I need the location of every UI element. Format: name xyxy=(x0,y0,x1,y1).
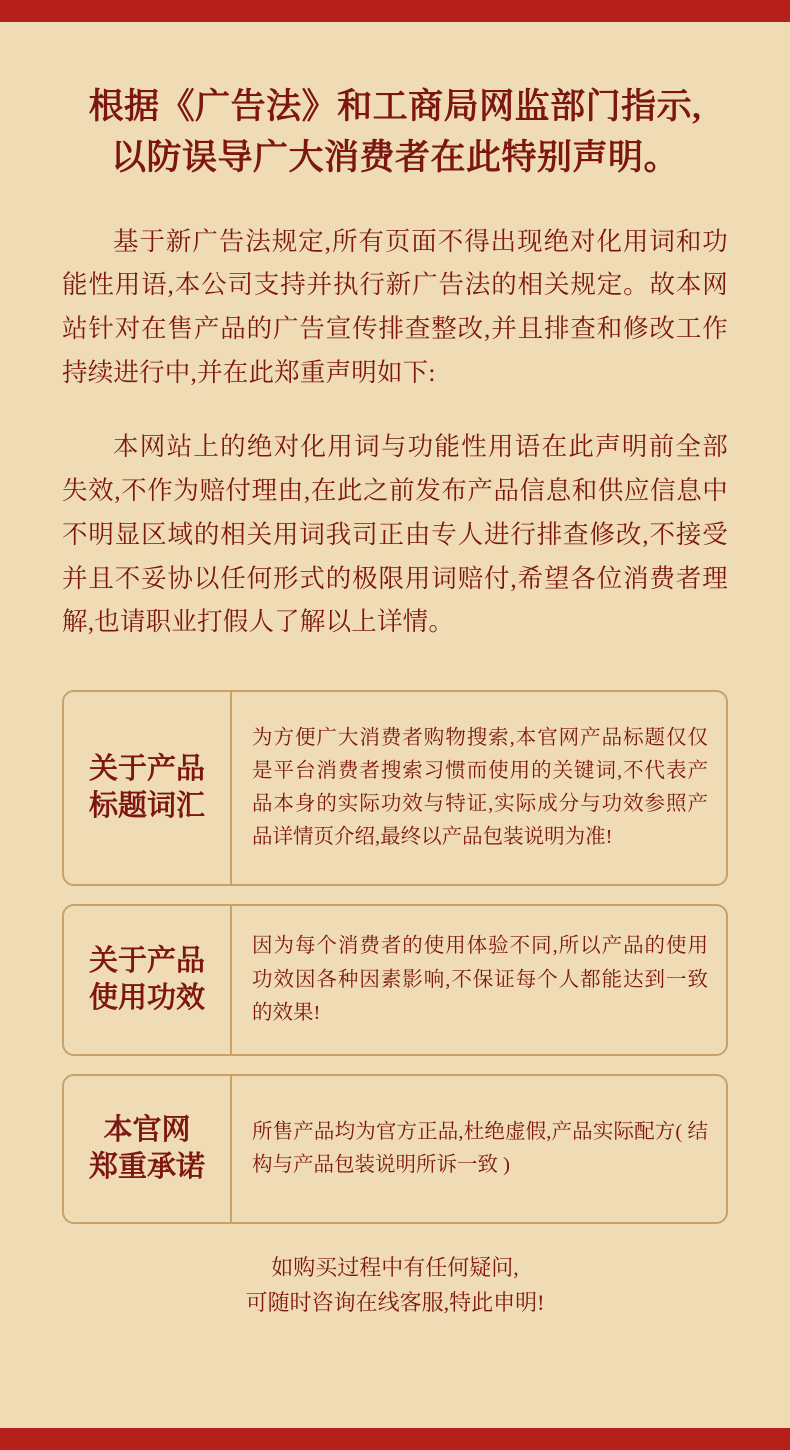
statement-paragraph-1: 基于新广告法规定,所有页面不得出现绝对化用词和功能性用语,本公司支持并执行新广告法的相关规定。故本网站针对在售产品的广告宣传排查整改,并且排查和修改工作持续进行中,并在此郑重声明如下: xyxy=(62,226,728,388)
card-title xyxy=(64,1076,232,1222)
card-body: 因为每个消费者的使用体验不同,所以产品的使用功效因各种因素影响,不保证每个人都能达到一致的效果! xyxy=(252,935,708,1024)
card-title-line-2: 使用功效 xyxy=(88,982,205,1015)
card-title xyxy=(64,906,232,1054)
card-product-title-wording xyxy=(62,690,728,886)
footer-line-2: 可随时咨询在线客服,特此申明! xyxy=(245,1290,545,1316)
card-title-line-1: 关于产品 xyxy=(88,752,205,785)
card-body: 为方便广大消费者购物搜索,本官网产品标题仅仅是平台消费者搜索习惯而使用的关键词,不代表产品本身的实际功效与特证,实际成分与功效参照产品详情页介绍,最终以产品包装说明为准! xyxy=(252,726,708,849)
footer-line-1: 如购买过程中有任何疑问, xyxy=(271,1255,519,1281)
page-title-line-1: 根据《广告法》和工商局网监部门指示, xyxy=(88,87,702,126)
card-official-promise xyxy=(62,1074,728,1224)
card-title-line-1: 关于产品 xyxy=(88,944,205,977)
card-title xyxy=(64,692,232,884)
statement-sheet xyxy=(0,22,790,1428)
card-title-line-2: 郑重承诺 xyxy=(88,1151,205,1184)
statement-paragraph-2: 本网站上的绝对化用词与功能性用语在此声明前全部失效,不作为赔付理由,在此之前发布产品信息和供应信息中不明显区域的相关用词我司正由专人进行排查修改,不接受并且不妥协以任何形式的极限用词赔付,希望各位消费者理解,也请职业打假人了解以上详情。 xyxy=(62,431,728,637)
top-red-band xyxy=(0,0,790,22)
card-product-efficacy xyxy=(62,904,728,1056)
page-title xyxy=(62,82,728,184)
bottom-red-band xyxy=(0,1428,790,1450)
card-title-line-2: 标题词汇 xyxy=(88,790,205,823)
page-title-line-2: 以防误导广大消费者在此特别声明。 xyxy=(110,137,679,177)
footer-note xyxy=(62,1250,728,1320)
card-body: 所售产品均为官方正品,杜绝虚假,产品实际配方( 结构与产品包装说明所诉一致 ) xyxy=(252,1121,708,1177)
statement-cards xyxy=(62,690,728,1224)
card-title-line-1: 本官网 xyxy=(103,1113,191,1146)
